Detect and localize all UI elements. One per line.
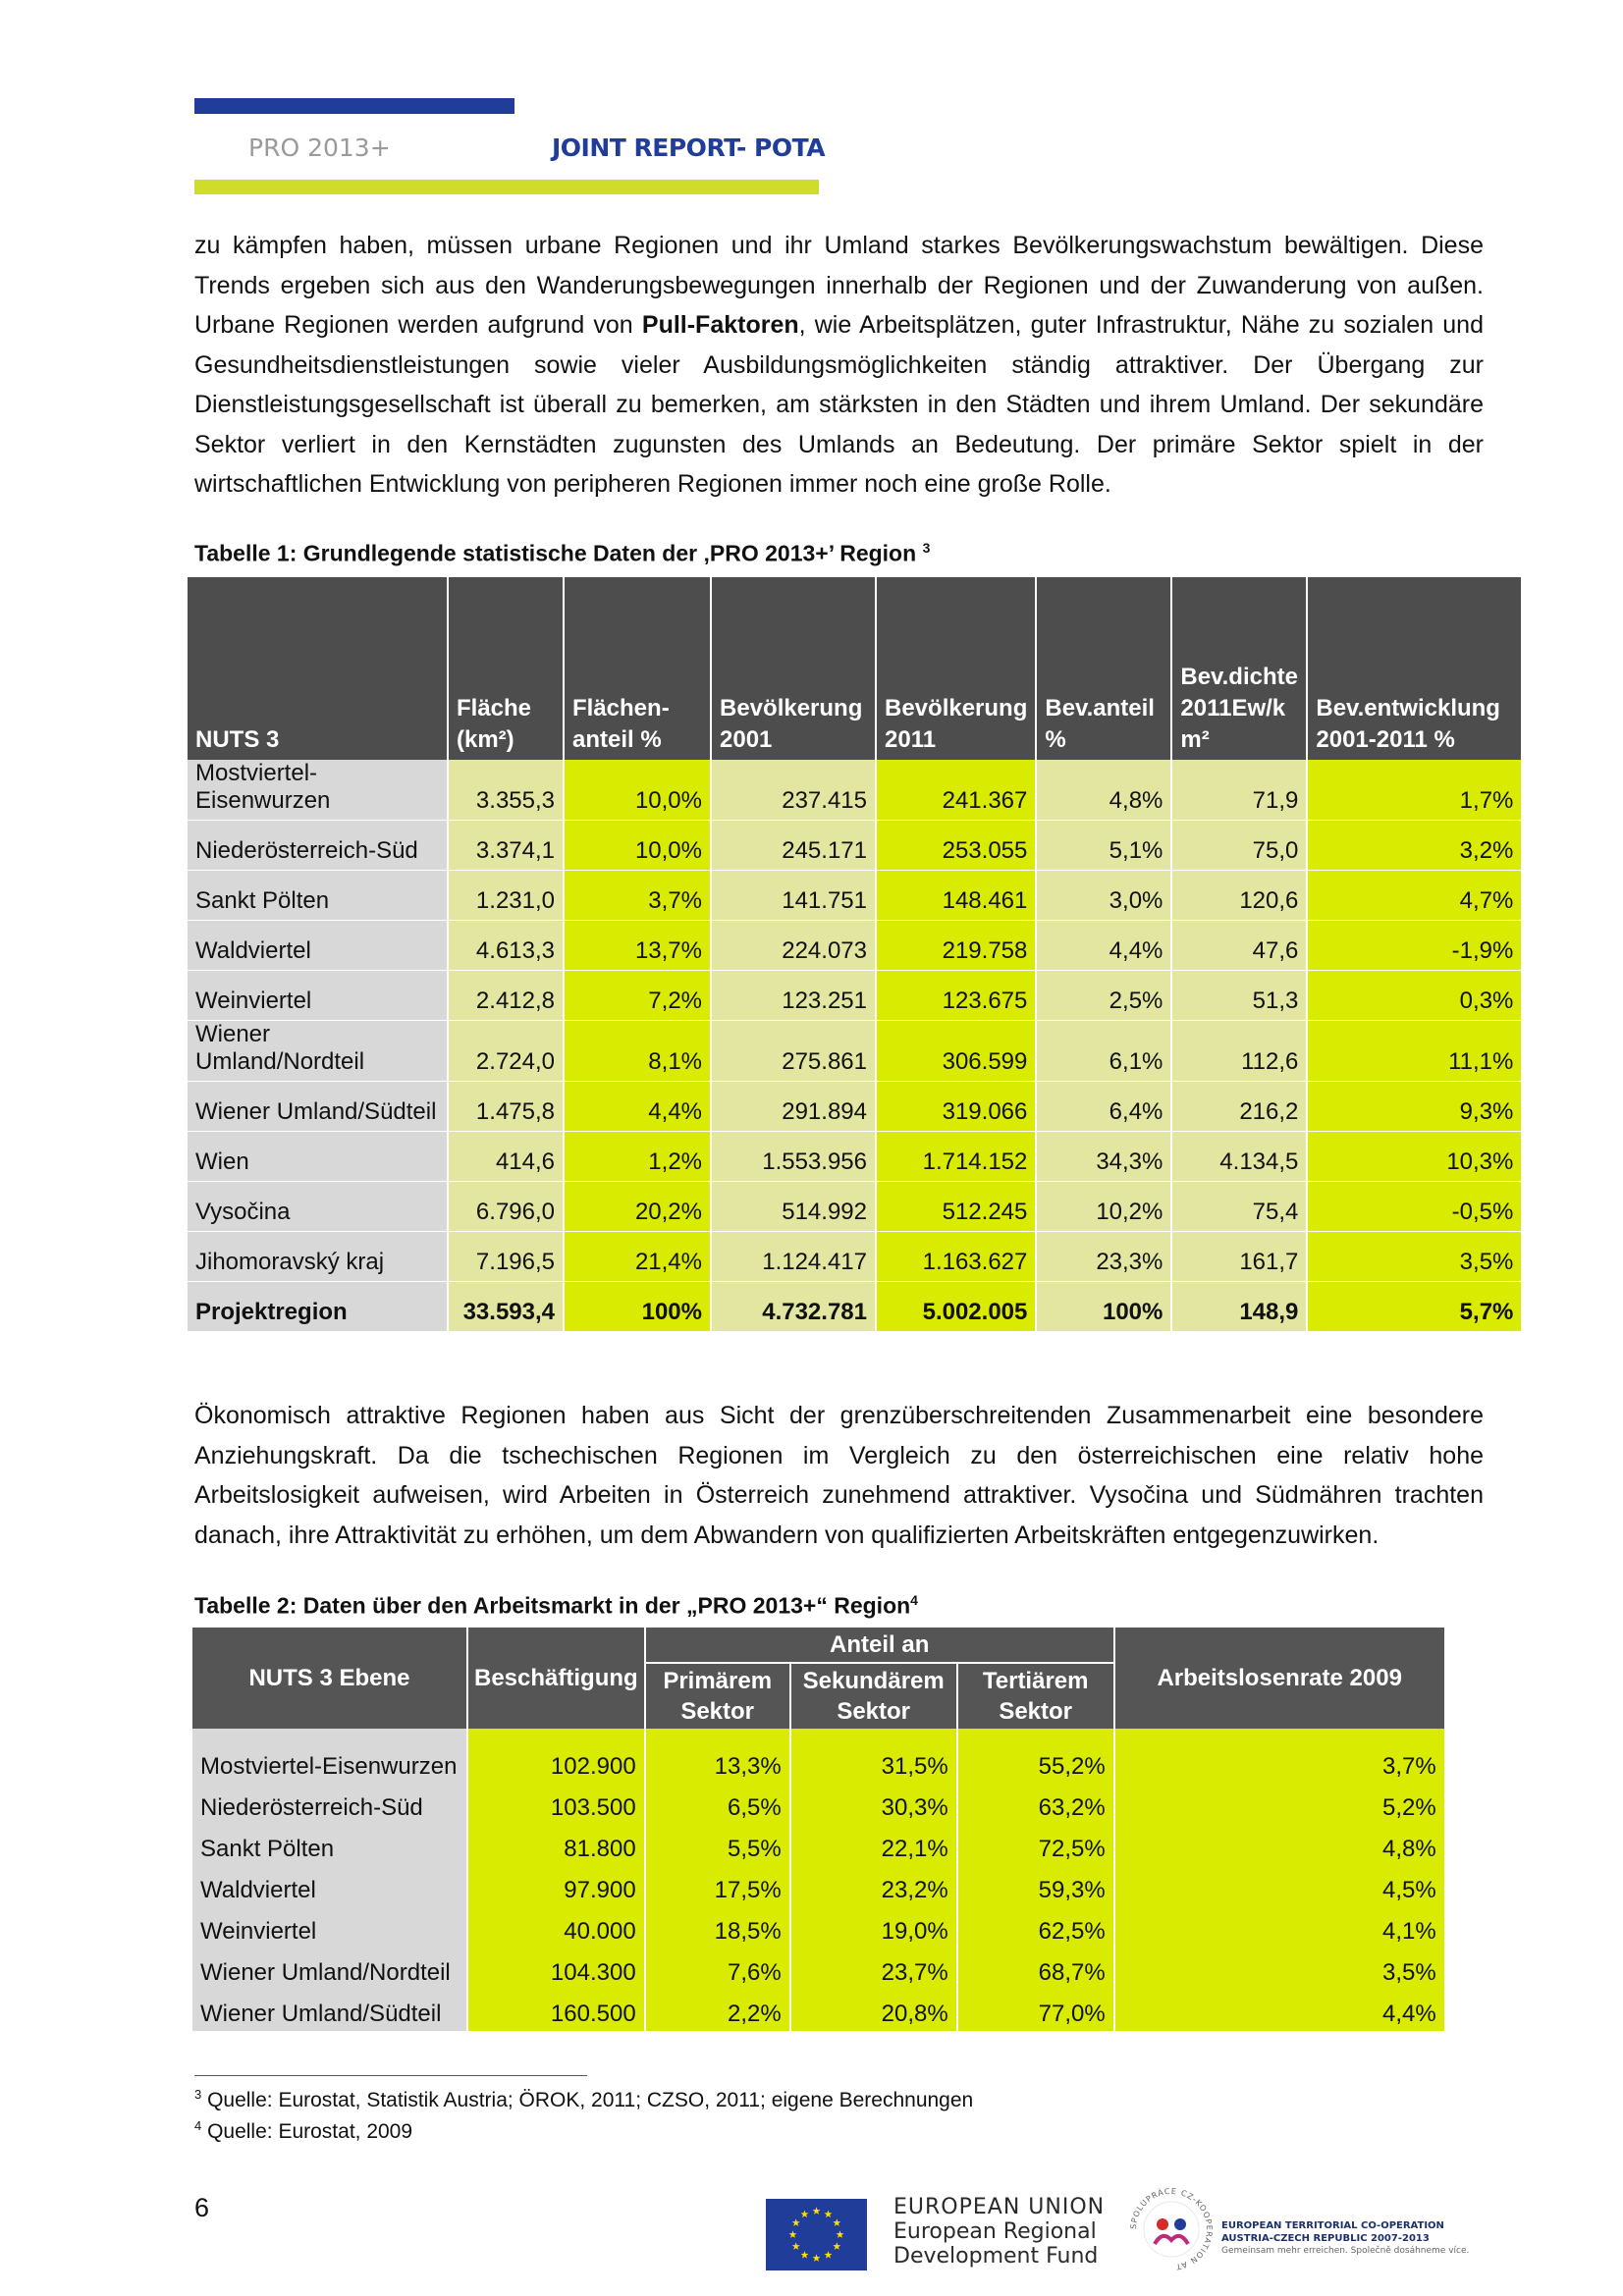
table2-header-tertiaer-l1: Tertiärem [982, 1668, 1089, 1694]
eu-star-icon [789, 2230, 797, 2238]
table2-cell: 20,8% [790, 1990, 957, 2031]
intro-text-part1: zu kämpfen haben, müssen urbane Regionen und ihr Umland starkes Bevölkerungswachstum bewältigen. Diese Trends ergeben sich aus den Wanderungsbewegungen innerhalb der Regionen und der Zuwanderung von außen. Urbane Regionen werden aufgrund von [194, 232, 1484, 339]
table1-row [188, 1021, 1521, 1082]
table1-cell: 75,0 [1171, 821, 1307, 871]
intro-paragraph [194, 226, 1484, 505]
table2-header-primaer [645, 1663, 790, 1729]
table2-header-primaer-l2: Sektor [680, 1698, 755, 1725]
table1-footnote-ref: 3 [922, 540, 931, 556]
table2-cell: 4,1% [1114, 1907, 1444, 1949]
eu-star-icon [801, 2251, 809, 2259]
eu-star-icon [813, 2254, 821, 2262]
table1-cell: 4.732.781 [711, 1282, 876, 1332]
table1-cell: 100% [1036, 1282, 1171, 1332]
coop-arms-icon [1155, 2236, 1188, 2244]
table1-header-text: Bev.anteil [1045, 695, 1155, 721]
etc-programme-text [1221, 2219, 1469, 2258]
eu-star-icon [825, 2251, 833, 2259]
table2-region-name: Mostviertel-Eisenwurzen [192, 1742, 467, 1784]
eu-star-icon [825, 2211, 833, 2218]
table1-region-name-text: Eisenwurzen [195, 787, 331, 814]
table1-header-text: (km²) [457, 726, 514, 753]
table2-cell: 4,8% [1114, 1825, 1444, 1866]
table1-row [188, 921, 1521, 971]
eu-logo-line2: European Regional [893, 2219, 1097, 2244]
table1-header-text: 2011Ew/k [1180, 695, 1286, 721]
table2-cell: 68,7% [957, 1949, 1114, 1990]
table1-cell: 141.751 [711, 871, 876, 921]
table1-region-name-text: Niederösterreich-Süd [195, 837, 418, 864]
intro-text-part2: , wie Arbeitsplätzen, guter Infrastruktur, Nähe zu sozialen und Gesundheitsdienstleistungen sowie vieler Ausbildungsmöglichkeiten ständig attraktiver. Der Übergang zur Dienstleistungsgesellschaft ist überall zu bemerken, am stärksten in den Städten und ihrem Umland. Der sekundäre Sektor verliert in den Kernstädten zugunsten des Umlands an Bedeutung. Der primäre Sektor spielt in der wirtschaftlichen Entwicklung von peripheren Regionen immer noch eine große Rolle. [194, 311, 1484, 498]
table2-cell: 30,3% [790, 1784, 957, 1825]
table1-cell: 253.055 [876, 821, 1036, 871]
table1-caption [194, 540, 930, 567]
table1-region-name [188, 1232, 448, 1282]
table1-cell: 1,2% [564, 1132, 711, 1182]
table1-cell: 1.714.152 [876, 1132, 1036, 1182]
table1-total-row [188, 1282, 1521, 1332]
table2-cell: 3,7% [1114, 1742, 1444, 1784]
table2-cell: 72,5% [957, 1825, 1114, 1866]
table2-cell: 103.500 [467, 1784, 645, 1825]
table2-cell: 3,5% [1114, 1949, 1444, 1990]
table1-cell: 4.613,3 [448, 921, 564, 971]
table1-region-name [188, 1082, 448, 1132]
cooperation-programme-logo [1127, 2185, 1216, 2273]
table2-spacer-cell [790, 1729, 957, 1742]
coop-figure-red-icon [1157, 2218, 1168, 2230]
second-paragraph: Ökonomisch attraktive Regionen haben aus Sicht der grenzüberschreitenden Zusammenarbeit eine besondere Anziehungskraft. Da die tschechischen Regionen im Vergleich zu den österreichischen eine relativ hohe Arbeitslosigkeit aufweisen, wird Arbeiten in Österreich zunehmend attraktiver. Vysočina und Südmähren trachten danach, ihre Attraktivität zu erhöhen, um dem Abwandern von qualifizierten Arbeitskräften entgegenzuwirken. [194, 1402, 1484, 1549]
table1-row [188, 1182, 1521, 1232]
table1-header-col-5 [1036, 577, 1171, 760]
table1-region-name [188, 1282, 448, 1332]
table1-region-name-text: Wiener Umland/Nordteil [195, 1021, 365, 1075]
table2-cell: 18,5% [645, 1907, 790, 1949]
table2-cell: 31,5% [790, 1742, 957, 1784]
table1-cell: 1.553.956 [711, 1132, 876, 1182]
table1-region-name-text: Sankt Pölten [195, 887, 330, 914]
table2-header-arbeitslosenrate: Arbeitslosenrate 2009 [1114, 1628, 1444, 1729]
table1-cell: 1.231,0 [448, 871, 564, 921]
table2-cell: 62,5% [957, 1907, 1114, 1949]
table1-row [188, 821, 1521, 871]
footnote-divider [194, 2075, 587, 2076]
table2-row [192, 1784, 1444, 1825]
table2-region-name: Waldviertel [192, 1866, 467, 1907]
table1-cell: 33.593,4 [448, 1282, 564, 1332]
table1-header-text: 2011 [885, 726, 937, 753]
table1-region-name [188, 760, 448, 821]
table1-cell: 3,2% [1307, 821, 1521, 871]
table1-cell: 161,7 [1171, 1232, 1307, 1282]
table1-header-row [188, 577, 1521, 760]
table2-cell: 77,0% [957, 1990, 1114, 2031]
table2-spacer-cell [957, 1729, 1114, 1742]
table1-cell: 34,3% [1036, 1132, 1171, 1182]
table1-cell: 3.355,3 [448, 760, 564, 821]
eu-flag-logo [766, 2199, 867, 2270]
table2-cell: 23,7% [790, 1949, 957, 1990]
table2-cell: 17,5% [645, 1866, 790, 1907]
table1-header-col-0 [188, 577, 448, 760]
table2-header-tertiaer [957, 1663, 1114, 1729]
table1-region-name [188, 971, 448, 1021]
table1-header-text: 2001-2011 % [1316, 726, 1455, 753]
table1-region-name-text: Waldviertel [195, 937, 311, 964]
table1-cell: 5.002.005 [876, 1282, 1036, 1332]
coop-ring-text-path: SPOLUPRÁCE CZ-KOOPERATION AT [1128, 2186, 1215, 2271]
table2-caption [194, 1592, 918, 1620]
table1-region-name-text: Projektregion [195, 1299, 348, 1325]
eu-logo-text [893, 2195, 1105, 2269]
table2-row [192, 1742, 1444, 1784]
table1-row [188, 1082, 1521, 1132]
table1-row [188, 871, 1521, 921]
table1-header-text: m² [1180, 726, 1210, 753]
table2-cell: 97.900 [467, 1866, 645, 1907]
table2-region-name: Weinviertel [192, 1907, 467, 1949]
table2-header-primaer-l1: Primärem [663, 1668, 773, 1694]
table1-header-text: Bevölkerung [720, 695, 863, 721]
table1-region-name [188, 921, 448, 971]
table2-cell: 160.500 [467, 1990, 645, 2031]
table1-cell: 23,3% [1036, 1232, 1171, 1282]
table1-cell: 10,0% [564, 821, 711, 871]
table1-cell: 241.367 [876, 760, 1036, 821]
table2-spacer-cell [467, 1729, 645, 1742]
table1-header-col-1 [448, 577, 564, 760]
footnote-4 [194, 2118, 412, 2144]
eu-star-icon [792, 2242, 800, 2250]
table1-cell: 245.171 [711, 821, 876, 871]
table1-cell: 216,2 [1171, 1082, 1307, 1132]
table1-cell: 100% [564, 1282, 711, 1332]
table1-caption-text: Tabelle 1: Grundlegende statistische Daten der ‚PRO 2013+’ Region [194, 540, 923, 566]
coop-logo-ring [1144, 2202, 1199, 2257]
table2-cell: 6,5% [645, 1784, 790, 1825]
table1-cell: 148.461 [876, 871, 1036, 921]
table2-header-beschaeftigung: Beschäftigung [467, 1628, 645, 1729]
table1-cell: 2,5% [1036, 971, 1171, 1021]
table2-cell: 81.800 [467, 1825, 645, 1866]
eu-star-icon [813, 2207, 821, 2215]
table1-header-col-3 [711, 577, 876, 760]
table1-row [188, 1232, 1521, 1282]
table1-cell: 123.251 [711, 971, 876, 1021]
table1-cell: 4,4% [564, 1082, 711, 1132]
table1-cell: 6,4% [1036, 1082, 1171, 1132]
table1-region-name-text: Weinviertel [195, 988, 312, 1014]
table1-cell: 7,2% [564, 971, 711, 1021]
table1-cell: 1.475,8 [448, 1082, 564, 1132]
table1-cell: 123.675 [876, 971, 1036, 1021]
table2-cell: 55,2% [957, 1742, 1114, 1784]
table1-cell: 13,7% [564, 921, 711, 971]
footnote-3-ref: 3 [194, 2087, 202, 2102]
eu-star-icon [837, 2230, 844, 2238]
table2-header-sekundaer-l1: Sekundärem [802, 1668, 945, 1694]
eu-star-icon [801, 2211, 809, 2218]
table2-row [192, 1990, 1444, 2031]
table1-region-name [188, 821, 448, 871]
table1-cell: 514.992 [711, 1182, 876, 1232]
table1-cell: 120,6 [1171, 871, 1307, 921]
table2-cell: 23,2% [790, 1866, 957, 1907]
table1-cell: 10,3% [1307, 1132, 1521, 1182]
table1-cell: 47,6 [1171, 921, 1307, 971]
table1-row [188, 760, 1521, 821]
table1-cell: 3,0% [1036, 871, 1171, 921]
table2-cell: 104.300 [467, 1949, 645, 1990]
table2-footnote-ref: 4 [910, 1592, 918, 1608]
table1-region-name-text: Mostviertel- [195, 760, 318, 786]
table2-cell: 102.900 [467, 1742, 645, 1784]
table1-cell: 237.415 [711, 760, 876, 821]
table2-row [192, 1825, 1444, 1866]
table1-header-col-4 [876, 577, 1036, 760]
table1-cell: 10,2% [1036, 1182, 1171, 1232]
table1-cell: 75,4 [1171, 1182, 1307, 1232]
table2-region-name: Wiener Umland/Nordteil [192, 1949, 467, 1990]
table1-cell: 148,9 [1171, 1282, 1307, 1332]
table2-spacer-cell [645, 1729, 790, 1742]
table2-cell: 4,5% [1114, 1866, 1444, 1907]
table1-header-col-2 [564, 577, 711, 760]
table1-cell: 11,1% [1307, 1021, 1521, 1082]
table2-row [192, 1866, 1444, 1907]
table1-cell: 414,6 [448, 1132, 564, 1182]
footnote-3-text: Quelle: Eurostat, Statistik Austria; ÖROK, 2011; CZSO, 2011; eigene Berechnungen [201, 2089, 974, 2111]
table1-cell: 512.245 [876, 1182, 1036, 1232]
eu-star-icon [792, 2218, 800, 2226]
table1-cell: 2.724,0 [448, 1021, 564, 1082]
coop-ring-text [1129, 2186, 1214, 2271]
eu-logo-line1: EUROPEAN UNION [893, 2195, 1106, 2219]
etc-tagline: Gemeinsam mehr erreichen. Společně dosáhneme více. [1221, 2246, 1470, 2256]
table2-row [192, 1907, 1444, 1949]
table1-cell: 1,7% [1307, 760, 1521, 821]
table2-row [192, 1949, 1444, 1990]
table2-header-anteil: Anteil an [645, 1628, 1114, 1663]
table1-basic-statistics [188, 577, 1521, 1332]
etc-line2: AUSTRIA-CZECH REPUBLIC 2007-2013 [1221, 2233, 1430, 2244]
table1-cell: 219.758 [876, 921, 1036, 971]
table1-cell: -0,5% [1307, 1182, 1521, 1232]
table2-cell: 4,4% [1114, 1990, 1444, 2031]
eu-stars-icon [766, 2199, 867, 2270]
table1-cell: 8,1% [564, 1021, 711, 1082]
table1-cell: 7.196,5 [448, 1232, 564, 1282]
table1-header-col-6 [1171, 577, 1307, 760]
table1-cell: 51,3 [1171, 971, 1307, 1021]
coop-figure-blue-icon [1174, 2218, 1186, 2230]
eu-logo-line3: Development Fund [893, 2244, 1099, 2269]
table2-cell: 22,1% [790, 1825, 957, 1866]
table2-region-name: Niederösterreich-Süd [192, 1784, 467, 1825]
table2-cell: 13,3% [645, 1742, 790, 1784]
table1-cell: 5,1% [1036, 821, 1171, 871]
table1-cell: 3.374,1 [448, 821, 564, 871]
table1-region-name [188, 1182, 448, 1232]
table2-spacer-cell [1114, 1729, 1444, 1742]
table1-cell: 3,7% [564, 871, 711, 921]
table1-cell: 112,6 [1171, 1021, 1307, 1082]
footnote-4-text: Quelle: Eurostat, 2009 [201, 2120, 413, 2143]
table1-header-text: 2001 [720, 726, 773, 753]
table2-header-sekundaer-l2: Sektor [837, 1698, 911, 1725]
header-left-title: PRO 2013+ [248, 133, 391, 162]
table1-cell: 2.412,8 [448, 971, 564, 1021]
table1-cell: 306.599 [876, 1021, 1036, 1082]
table1-region-name [188, 1132, 448, 1182]
table1-cell: 319.066 [876, 1082, 1036, 1132]
footnote-4-ref: 4 [194, 2118, 202, 2133]
table2-header-row-1 [192, 1628, 1444, 1663]
table2-header-nuts: NUTS 3 Ebene [192, 1628, 467, 1729]
table1-header-text: anteil % [572, 726, 662, 753]
table1-cell: 5,7% [1307, 1282, 1521, 1332]
table1-cell: 4,4% [1036, 921, 1171, 971]
table1-region-name-text: Wien [195, 1148, 249, 1175]
table1-cell: 4,8% [1036, 760, 1171, 821]
table1-cell: 21,4% [564, 1232, 711, 1282]
table2-caption-text: Tabelle 2: Daten über den Arbeitsmarkt in der „PRO 2013+“ Region [194, 1592, 911, 1619]
table1-header-text: Fläche [457, 695, 532, 721]
table2-cell: 59,3% [957, 1866, 1114, 1907]
table1-region-name [188, 1021, 448, 1082]
table1-cell: 4,7% [1307, 871, 1521, 921]
table2-cell: 5,2% [1114, 1784, 1444, 1825]
eu-star-icon [833, 2242, 840, 2250]
header-green-bar [194, 180, 819, 194]
table2-cell: 40.000 [467, 1907, 645, 1949]
table1-cell: 6.796,0 [448, 1182, 564, 1232]
table2-header-tertiaer-l2: Sektor [999, 1698, 1073, 1725]
table1-row [188, 1132, 1521, 1182]
table2-spacer-cell [192, 1729, 467, 1742]
footnote-3 [194, 2087, 973, 2112]
table2-spacer-row [192, 1729, 1444, 1742]
table1-cell: 0,3% [1307, 971, 1521, 1021]
table1-cell: 275.861 [711, 1021, 876, 1082]
table2-labour-market [192, 1628, 1444, 2031]
table1-cell: 71,9 [1171, 760, 1307, 821]
table1-cell: -1,9% [1307, 921, 1521, 971]
table2-header-sekundaer [790, 1663, 957, 1729]
table1-cell: 4.134,5 [1171, 1132, 1307, 1182]
table1-cell: 3,5% [1307, 1232, 1521, 1282]
table1-cell: 224.073 [711, 921, 876, 971]
table2-region-name: Wiener Umland/Südteil [192, 1990, 467, 2031]
header-right-title: JOINT REPORT- POTA [552, 133, 826, 162]
table1-region-name-text: Vysočina [195, 1199, 291, 1225]
table1-row [188, 971, 1521, 1021]
table1-header-col-7 [1307, 577, 1521, 760]
table2-cell: 19,0% [790, 1907, 957, 1949]
table1-header-text: Bev.entwicklung [1316, 695, 1500, 721]
table1-cell: 10,0% [564, 760, 711, 821]
table1-cell: 1.124.417 [711, 1232, 876, 1282]
table2-cell: 7,6% [645, 1949, 790, 1990]
page-number: 6 [194, 2193, 210, 2222]
eu-star-icon [833, 2218, 840, 2226]
table1-header-text: Flächen- [572, 695, 670, 721]
table1-region-name-text: Wiener Umland/Südteil [195, 1098, 437, 1125]
table1-cell: 1.163.627 [876, 1232, 1036, 1282]
table1-header-text: Bev.dichte [1180, 664, 1298, 690]
table1-cell: 20,2% [564, 1182, 711, 1232]
table2-cell: 2,2% [645, 1990, 790, 2031]
table2-cell: 63,2% [957, 1784, 1114, 1825]
table1-cell: 291.894 [711, 1082, 876, 1132]
header-blue-bar [194, 98, 514, 114]
etc-line1: EUROPEAN TERRITORIAL CO-OPERATION [1221, 2220, 1444, 2231]
table1-region-name-text: Jihomoravský kraj [195, 1249, 385, 1275]
table2-region-name: Sankt Pölten [192, 1825, 467, 1866]
table1-header-text: Bevölkerung [885, 695, 1028, 721]
table1-cell: 9,3% [1307, 1082, 1521, 1132]
intro-bold-term: Pull-Faktoren [641, 311, 799, 339]
table1-header-text: % [1045, 726, 1066, 753]
table2-cell: 5,5% [645, 1825, 790, 1866]
table1-header-text: NUTS 3 [195, 726, 280, 753]
table1-region-name [188, 871, 448, 921]
table1-cell: 6,1% [1036, 1021, 1171, 1082]
